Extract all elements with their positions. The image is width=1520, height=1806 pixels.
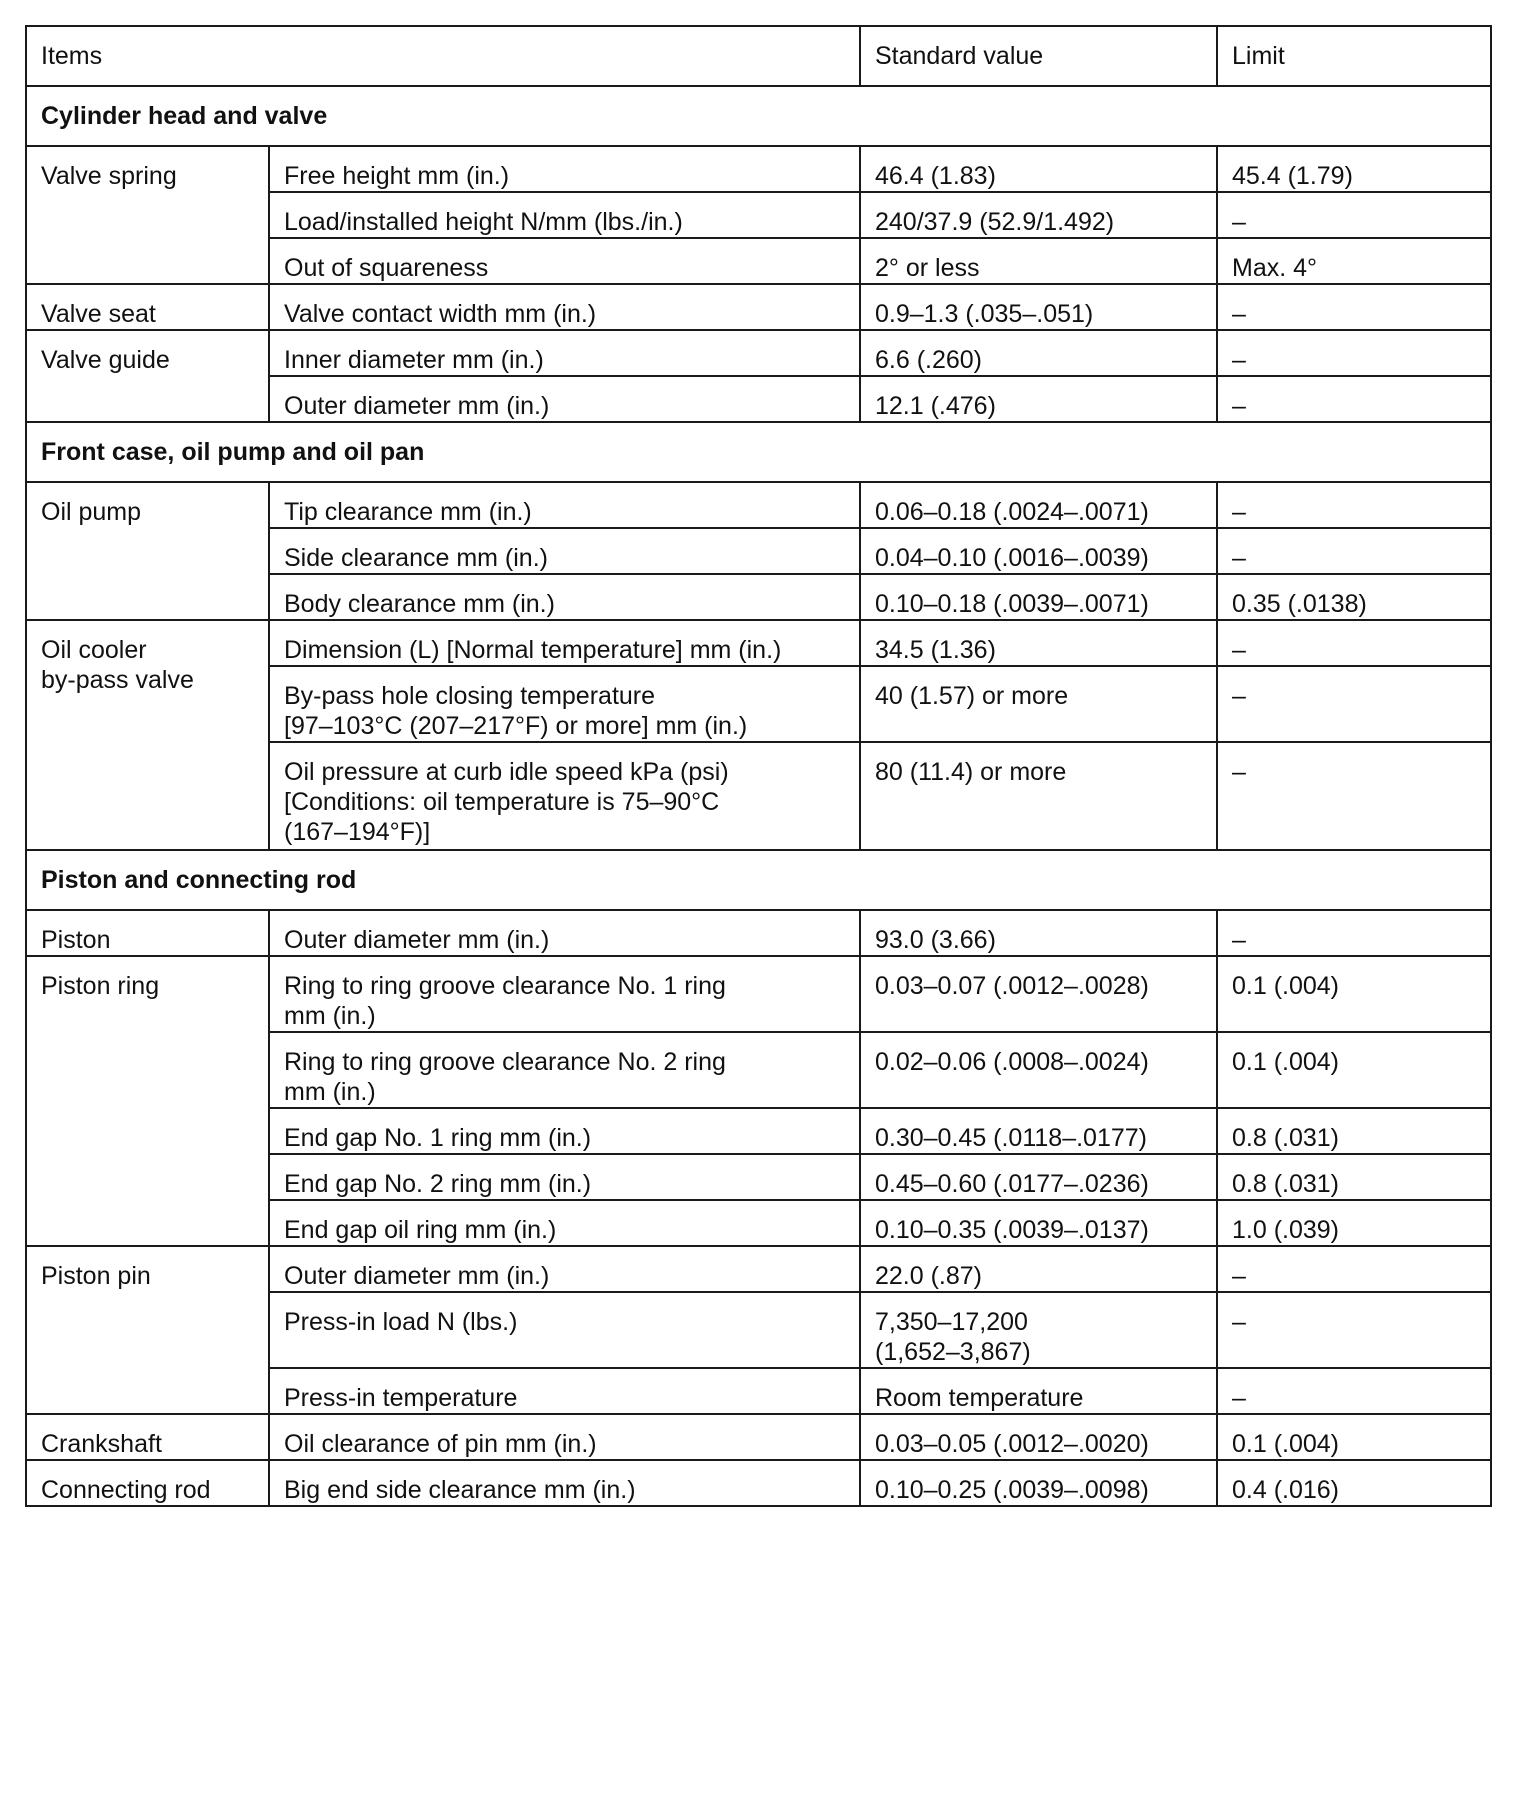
table-row bbox=[26, 956, 1491, 1032]
header-standard-value: Standard value bbox=[860, 26, 1217, 86]
table-row bbox=[26, 1246, 1491, 1292]
table-row bbox=[26, 1460, 1491, 1506]
table-row bbox=[26, 482, 1491, 528]
standard-value-cell: 80 (11.4) or more bbox=[860, 742, 1217, 850]
standard-value-cell: 0.06–0.18 (.0024–.0071) bbox=[860, 482, 1217, 528]
standard-value-cell: 40 (1.57) or more bbox=[860, 666, 1217, 742]
standard-value-cell: 93.0 (3.66) bbox=[860, 910, 1217, 956]
limit-cell: – bbox=[1217, 482, 1491, 528]
standard-value-cell: 6.6 (.260) bbox=[860, 330, 1217, 376]
spec-page bbox=[25, 25, 1490, 1507]
item-cell: Outer diameter mm (in.) bbox=[269, 1246, 860, 1292]
limit-cell: 0.8 (.031) bbox=[1217, 1108, 1491, 1154]
limit-cell: 0.35 (.0138) bbox=[1217, 574, 1491, 620]
limit-cell: – bbox=[1217, 528, 1491, 574]
header-limit: Limit bbox=[1217, 26, 1491, 86]
limit-cell: 0.1 (.004) bbox=[1217, 1032, 1491, 1108]
group-name: Piston bbox=[26, 910, 269, 956]
standard-value-cell: 34.5 (1.36) bbox=[860, 620, 1217, 666]
limit-cell: – bbox=[1217, 1368, 1491, 1414]
item-cell: Oil pressure at curb idle speed kPa (psi) [Conditions: oil temperature is 75–90°C (167–194°F)] bbox=[269, 742, 860, 850]
table-row bbox=[26, 284, 1491, 330]
item-cell: End gap oil ring mm (in.) bbox=[269, 1200, 860, 1246]
group-name: Piston ring bbox=[26, 956, 269, 1246]
standard-value-cell: 46.4 (1.83) bbox=[860, 146, 1217, 192]
header-row bbox=[26, 26, 1491, 86]
section-row bbox=[26, 422, 1491, 482]
table-row bbox=[26, 146, 1491, 192]
standard-value-cell: 12.1 (.476) bbox=[860, 376, 1217, 422]
limit-cell: 0.1 (.004) bbox=[1217, 956, 1491, 1032]
item-cell: Dimension (L) [Normal temperature] mm (in.) bbox=[269, 620, 860, 666]
spec-table-body bbox=[26, 86, 1491, 1506]
limit-cell: – bbox=[1217, 376, 1491, 422]
item-cell: Side clearance mm (in.) bbox=[269, 528, 860, 574]
table-row bbox=[26, 910, 1491, 956]
table-row bbox=[26, 1414, 1491, 1460]
group-name: Valve spring bbox=[26, 146, 269, 284]
header-items: Items bbox=[26, 26, 860, 86]
standard-value-cell: 0.9–1.3 (.035–.051) bbox=[860, 284, 1217, 330]
standard-value-cell: 0.10–0.25 (.0039–.0098) bbox=[860, 1460, 1217, 1506]
section-row bbox=[26, 850, 1491, 910]
group-name: Valve seat bbox=[26, 284, 269, 330]
limit-cell: 45.4 (1.79) bbox=[1217, 146, 1491, 192]
limit-cell: – bbox=[1217, 284, 1491, 330]
group-name: Oil pump bbox=[26, 482, 269, 620]
item-cell: Ring to ring groove clearance No. 2 ring mm (in.) bbox=[269, 1032, 860, 1108]
limit-cell: 0.4 (.016) bbox=[1217, 1460, 1491, 1506]
limit-cell: – bbox=[1217, 742, 1491, 850]
item-cell: Valve contact width mm (in.) bbox=[269, 284, 860, 330]
item-cell: Load/installed height N/mm (lbs./in.) bbox=[269, 192, 860, 238]
item-cell: End gap No. 1 ring mm (in.) bbox=[269, 1108, 860, 1154]
table-row bbox=[26, 330, 1491, 376]
item-cell: Outer diameter mm (in.) bbox=[269, 376, 860, 422]
table-row bbox=[26, 620, 1491, 666]
service-spec-table bbox=[25, 25, 1492, 1507]
limit-cell: 1.0 (.039) bbox=[1217, 1200, 1491, 1246]
section-title: Piston and connecting rod bbox=[26, 850, 1491, 910]
limit-cell: – bbox=[1217, 666, 1491, 742]
standard-value-cell: Room temperature bbox=[860, 1368, 1217, 1414]
standard-value-cell: 0.10–0.35 (.0039–.0137) bbox=[860, 1200, 1217, 1246]
item-cell: Press-in temperature bbox=[269, 1368, 860, 1414]
limit-cell: – bbox=[1217, 330, 1491, 376]
item-cell: Oil clearance of pin mm (in.) bbox=[269, 1414, 860, 1460]
standard-value-cell: 22.0 (.87) bbox=[860, 1246, 1217, 1292]
group-name: Piston pin bbox=[26, 1246, 269, 1414]
group-name: Connecting rod bbox=[26, 1460, 269, 1506]
section-title: Front case, oil pump and oil pan bbox=[26, 422, 1491, 482]
item-cell: By-pass hole closing temperature [97–103°C (207–217°F) or more] mm (in.) bbox=[269, 666, 860, 742]
group-name: Oil cooler by-pass valve bbox=[26, 620, 269, 850]
limit-cell: – bbox=[1217, 910, 1491, 956]
standard-value-cell: 0.10–0.18 (.0039–.0071) bbox=[860, 574, 1217, 620]
limit-cell: – bbox=[1217, 1292, 1491, 1368]
section-title: Cylinder head and valve bbox=[26, 86, 1491, 146]
item-cell: Free height mm (in.) bbox=[269, 146, 860, 192]
standard-value-cell: 0.30–0.45 (.0118–.0177) bbox=[860, 1108, 1217, 1154]
limit-cell: – bbox=[1217, 1246, 1491, 1292]
item-cell: Outer diameter mm (in.) bbox=[269, 910, 860, 956]
standard-value-cell: 0.03–0.07 (.0012–.0028) bbox=[860, 956, 1217, 1032]
item-cell: Tip clearance mm (in.) bbox=[269, 482, 860, 528]
standard-value-cell: 2° or less bbox=[860, 238, 1217, 284]
standard-value-cell: 0.03–0.05 (.0012–.0020) bbox=[860, 1414, 1217, 1460]
limit-cell: – bbox=[1217, 620, 1491, 666]
standard-value-cell: 0.45–0.60 (.0177–.0236) bbox=[860, 1154, 1217, 1200]
item-cell: End gap No. 2 ring mm (in.) bbox=[269, 1154, 860, 1200]
standard-value-cell: 0.02–0.06 (.0008–.0024) bbox=[860, 1032, 1217, 1108]
item-cell: Big end side clearance mm (in.) bbox=[269, 1460, 860, 1506]
item-cell: Ring to ring groove clearance No. 1 ring mm (in.) bbox=[269, 956, 860, 1032]
group-name: Valve guide bbox=[26, 330, 269, 422]
item-cell: Out of squareness bbox=[269, 238, 860, 284]
item-cell: Inner diameter mm (in.) bbox=[269, 330, 860, 376]
item-cell: Body clearance mm (in.) bbox=[269, 574, 860, 620]
group-name: Crankshaft bbox=[26, 1414, 269, 1460]
limit-cell: Max. 4° bbox=[1217, 238, 1491, 284]
limit-cell: 0.1 (.004) bbox=[1217, 1414, 1491, 1460]
item-cell: Press-in load N (lbs.) bbox=[269, 1292, 860, 1368]
section-row bbox=[26, 86, 1491, 146]
standard-value-cell: 7,350–17,200 (1,652–3,867) bbox=[860, 1292, 1217, 1368]
standard-value-cell: 240/37.9 (52.9/1.492) bbox=[860, 192, 1217, 238]
limit-cell: 0.8 (.031) bbox=[1217, 1154, 1491, 1200]
limit-cell: – bbox=[1217, 192, 1491, 238]
standard-value-cell: 0.04–0.10 (.0016–.0039) bbox=[860, 528, 1217, 574]
